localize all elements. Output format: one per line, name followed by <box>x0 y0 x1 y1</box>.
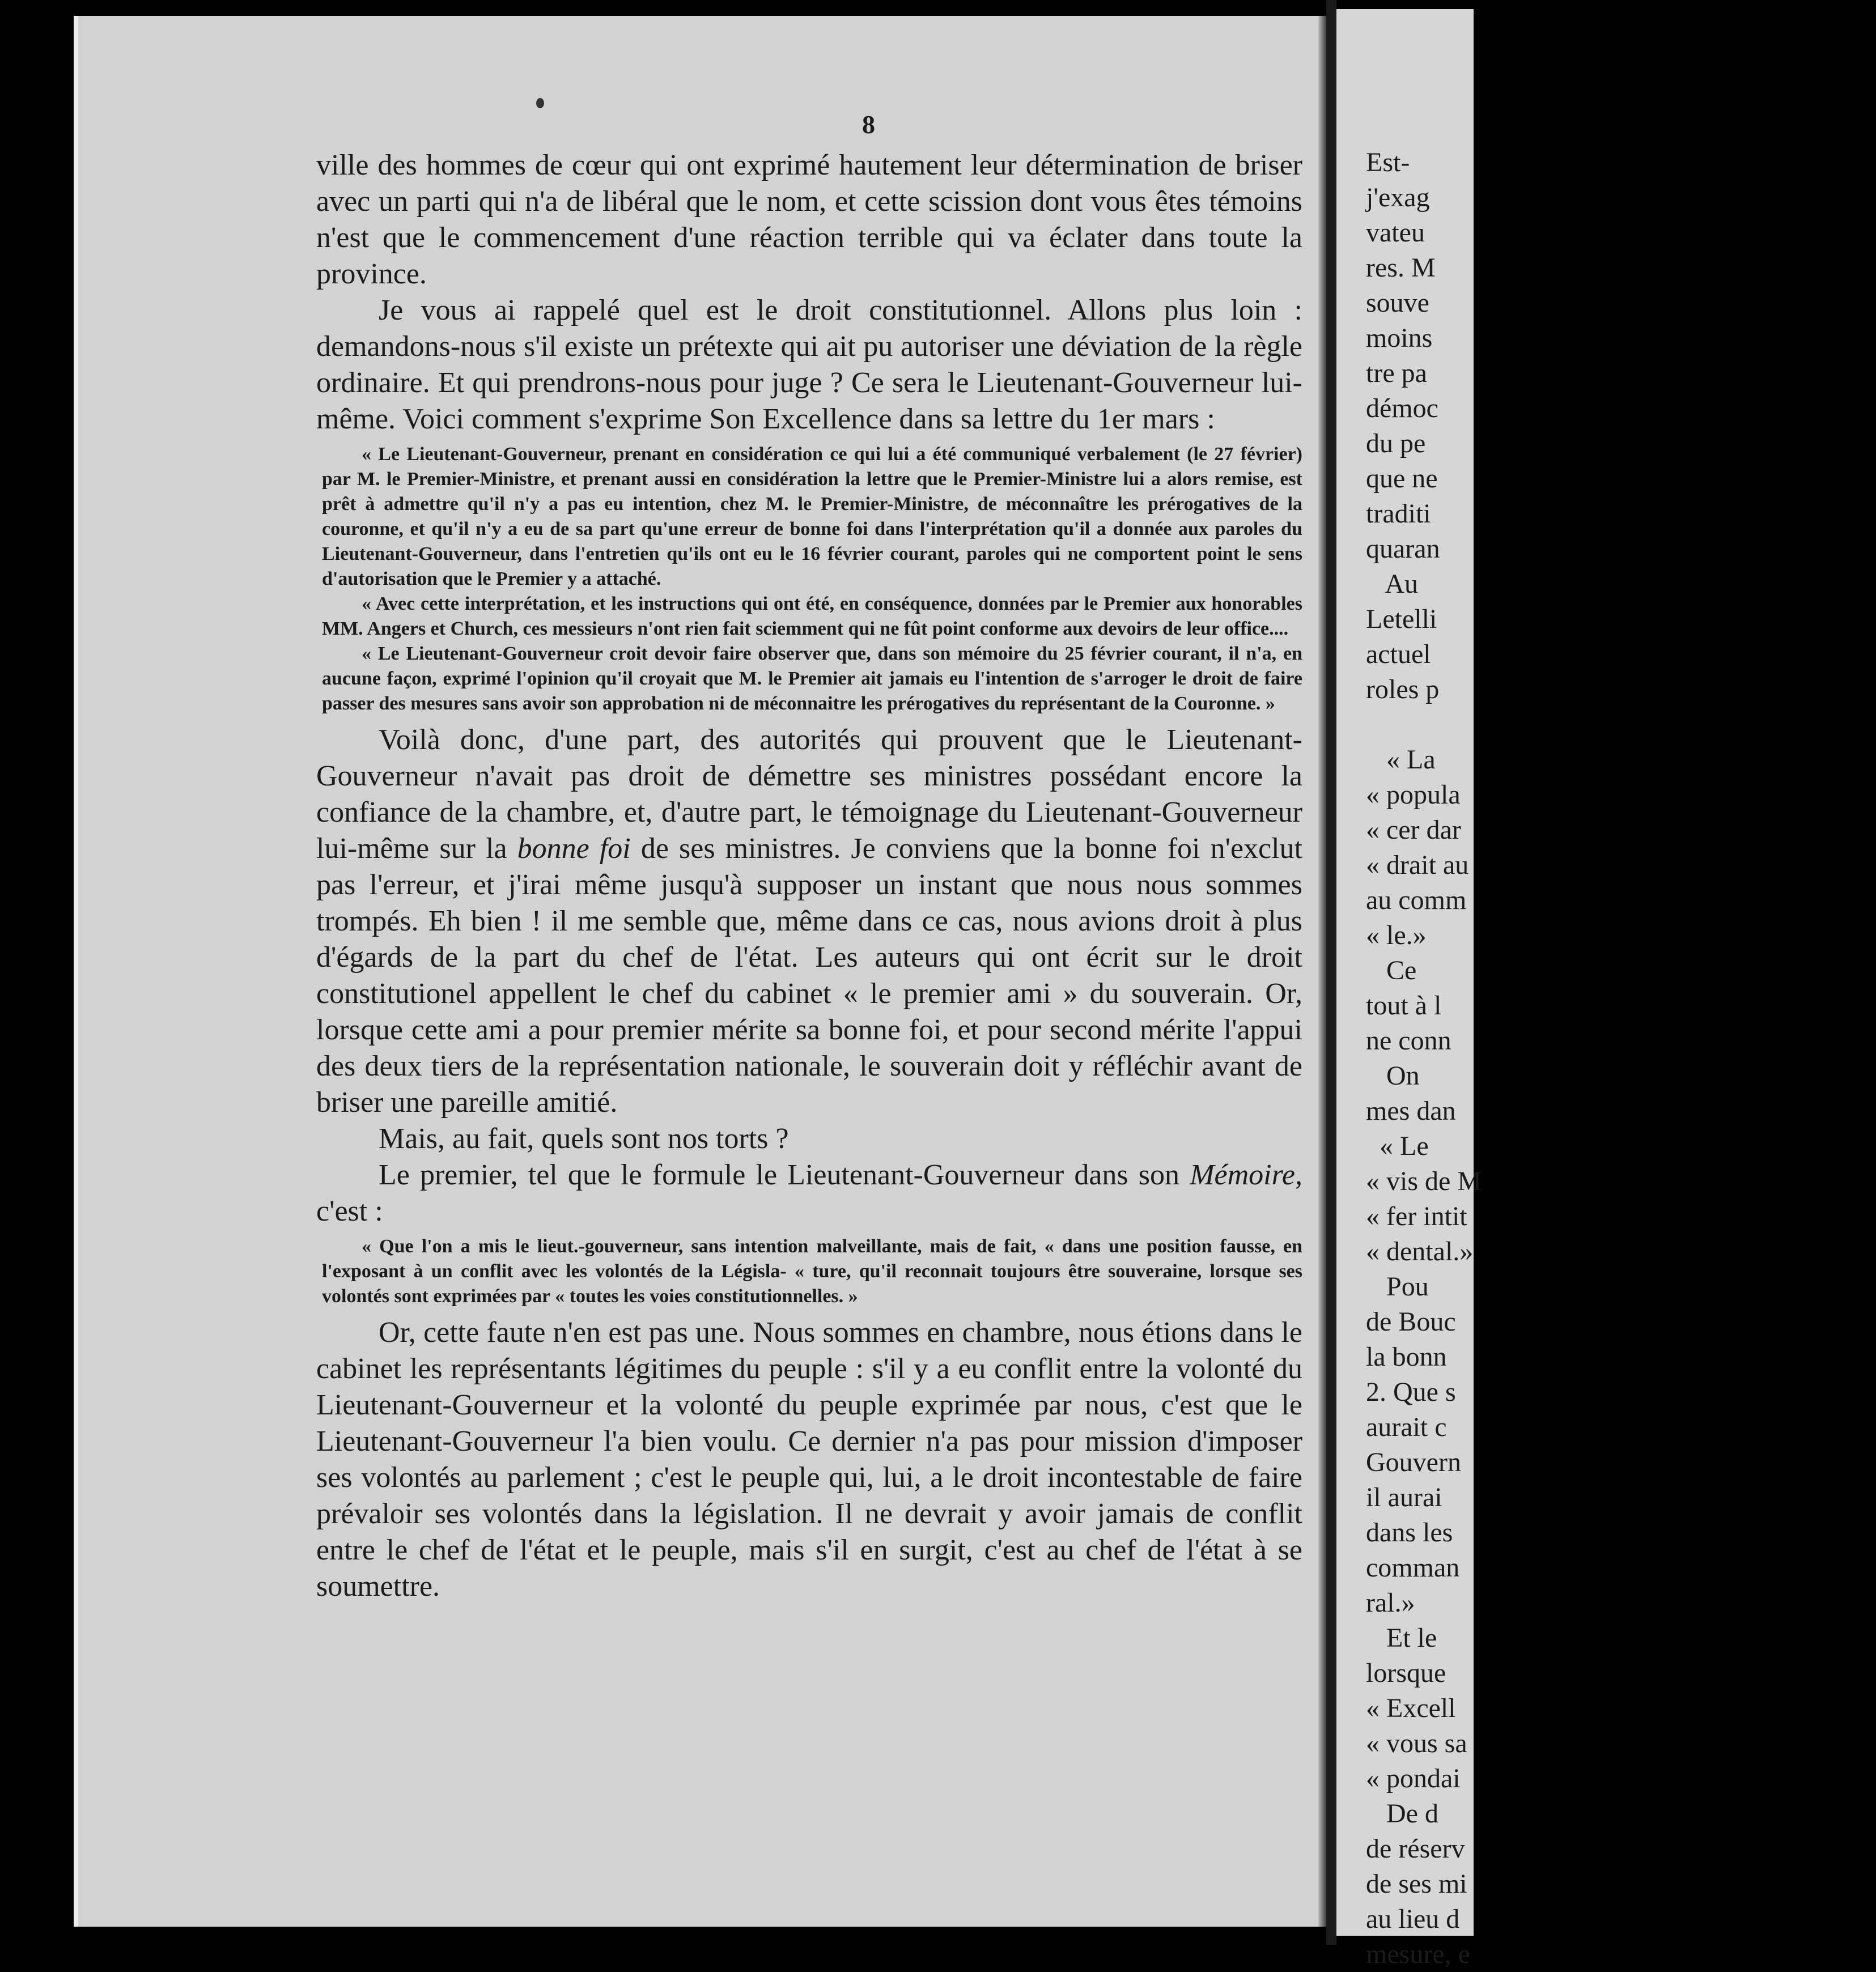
quote-paragraph-2: « Avec cette interprétation, et les instructions qui ont été, en conséquence, données par le Premier aux honorables MM. Angers et Church, ces messieurs n'ont rien fait sciemment qui ne fût point conforme aux devoirs de leur office.... <box>322 593 1302 639</box>
facing-page <box>1336 9 1482 1969</box>
quote-paragraph-3: « Le Lieutenant-Gouverneur croit devoir faire observer que, dans son mémoire du 25 février courant, il n'a, en aucune façon, exprimé l'opinion qu'il croyait que M. le Premier ait jamais eu l'intention de s'arroger le droit de faire passer des mesures sans avoir son approbation ni de méconnaitre les prérogatives du représentant de la Couronne. » <box>322 643 1302 714</box>
page-divider <box>1326 0 1336 1945</box>
ink-dot <box>536 98 544 108</box>
paragraph-continuation: ville des hommes de cœur qui ont exprimé hautement leur détermination de briser avec un parti qui n'a de libéral que le nom, et cette scission dont vous êtes témoins n'est que le commencement d'une réaction terrible qui va éclater dans toute la province. <box>316 149 1302 290</box>
main-text-column <box>316 147 1302 1605</box>
paragraph-first-wrong-rest: c'est : <box>316 1195 383 1227</box>
paragraph-not-a-fault: Or, cette faute n'en est pas une. Nous sommes en chambre, nous étions dans le cabinet les représentants légitimes du peuple : s'il y a eu conflit entre la volonté du Lieutenant-Gouverneur et la volonté du peuple exprimée par nous, c'est que le Lieutenant-Gouverneur l'a bien voulu. Ce dernier n'a pas pour mission d'imposer ses volontés au parlement ; c'est le peuple qui, lui, a le droit incontestable de faire prévaloir ses volontés dans la législation. Il ne devrait y avoir jamais de conflit entre le chef de l'état et le peuple, mais s'il en surgit, c'est au chef de l'état à se soumettre. <box>316 1316 1302 1603</box>
quote-letter-first-march <box>316 442 1302 716</box>
quote-paragraph-4: « Que l'on a mis le lieut.-gouverneur, sans intention malveillante, mais de fait, « dans une position fausse, en l'exposant à un conflit avec les volontés de la Législa- « ture, qu'il reconnait toujours être souveraine, lorsque ses volontés sont exprimées par « toutes les voies constitutionnelles. » <box>322 1236 1302 1307</box>
emphasis-bonne-foi: bonne foi <box>517 832 631 865</box>
quote-memoire <box>316 1234 1302 1309</box>
paragraph-first-wrong <box>316 1157 1302 1230</box>
paragraph-constitutional-right: Je vous ai rappelé quel est le droit constitutionnel. Allons plus loin : demandons-nous s'il existe un prétexte qui ait pu autoriser une déviation de la règle ordinaire. Et qui prendrons-nous pour juge ? Ce sera le Lieutenant-Gouverneur lui-même. Voici comment s'exprime Son Excellence dans sa lettre du 1er mars : <box>316 294 1302 435</box>
paragraph-authorities <box>316 722 1302 1121</box>
paragraph-question: Mais, au fait, quels sont nos torts ? <box>379 1123 789 1155</box>
facing-page-text: Est- j'exag vateu res. M souve moins tre pa démoc du pe que ne traditi quaran Au Letelli actuel roles p « La « popula « cer dar « drait au au comm « le.» Ce tout à l ne conn On mes dan « Le « vis de M « fer intit « dental.» Pou de Bouc la bonn 2. Que s aurait c Gouvern il aurai dans les comman ral.» Et le lorsque « Excell « vous sa « pondai De d de réserv de ses mi au lieu d mesure, e <box>1366 147 1482 1969</box>
paragraph-first-wrong-text: Le premier, tel que le formule le Lieutenant-Gouverneur dans son <box>379 1159 1180 1191</box>
page-number: 8 <box>862 110 875 139</box>
paragraph-authorities-rest: de ses ministres. Je conviens que la bonne foi n'exclut pas l'erreur, et j'irai même jusqu'à supposer un instant que nous nous sommes trompés. Eh bien ! il me semble que, même dans ce cas, nous avions droit à plus d'égards de la part du chef de l'état. Les auteurs qui ont écrit sur le droit constitutionel appellent le chef du cabinet « le premier ami » du souverain. Or, lorsque cette ami a pour premier mérite sa bonne foi, et pour second mérite l'appui des deux tiers de la représentation nationale, le souverain doit y réfléchir avant de briser une pareille amitié. <box>316 832 1303 1119</box>
paragraph-authorities-text: Voilà donc, d'une part, des autorités qui prouvent que le Lieutenant-Gouverneur n'avait pas droit de démettre ses ministres possédant encore la confiance de la chambre, et, d'autre part, le témoignage du Lieutenant-Gouverneur lui-même sur la <box>316 724 1302 865</box>
emphasis-memoire: Mémoire, <box>1190 1159 1303 1191</box>
quote-paragraph-1: « Le Lieutenant-Gouverneur, prenant en considération ce qui lui a été communiqué verbalement (le 27 février) par M. le Premier-Ministre, et prenant aussi en considération la lettre que le Premier-Ministre lui a alors remise, est prêt à admettre qu'il n'y a pas eu intention, chez M. le Premier-Ministre, de méconnaître les prérogatives de la couronne, et qu'il n'y a eu de sa part qu'une erreur de bonne foi dans l'interprétation qu'il a donnée aux paroles du Lieutenant-Gouverneur, dans l'entretien qu'ils ont eu le 16 février courant, paroles qui ne comportent point le sens d'autorisation que le Premier y a attaché. <box>322 444 1302 589</box>
